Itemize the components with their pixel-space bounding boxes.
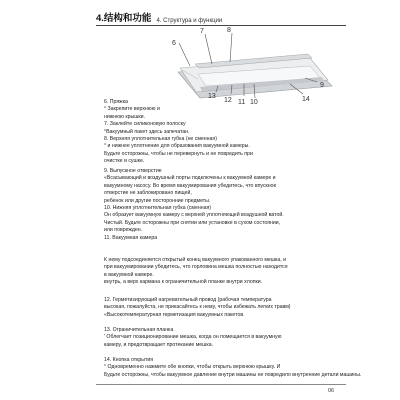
callout-11: 11 (238, 99, 246, 106)
text-line: «Высокотемпературная герметизация вакуумных пакетов. (104, 311, 245, 318)
text-line: при вакуумировании убедитесь, что горловина мешка полностью находится (104, 264, 288, 271)
callout-7: 7 (200, 28, 204, 35)
section-12 (104, 297, 291, 319)
text-line: 9. Выпускное отверстие (104, 168, 162, 174)
page-number: 06 (328, 388, 335, 394)
section-9-11 (104, 168, 284, 242)
text-line: 6. Пряжка (104, 99, 128, 105)
text-line: «Всасывающий и воздушный порты подключены к вакуумной камере и (104, 175, 276, 182)
callout-12: 12 (224, 97, 232, 104)
header-title: 4.结构和功能 (96, 13, 152, 24)
text-line: внутрь, а верх кармана к ограничительной планке внутри хлопки. (104, 279, 263, 286)
text-line: ° Одновременно нажмите обе кнопки, чтобы открыть верхнюю крышку. И (104, 364, 281, 371)
text-line: 7. Заклейте силиконовую полоску (104, 121, 186, 128)
text-line: Чистый. Будьте осторожны при снятии или установке в сухом состоянии, (104, 219, 281, 226)
vacuum-sealer-illustration (178, 54, 332, 98)
text-line: 11. Вакуумная камера (104, 234, 158, 241)
text-line: отверстие не заблокировано пищей, (104, 190, 192, 197)
text-line: ' Облегчает позиционирование мешка, когда он помещается в вакуумную (104, 334, 282, 341)
text-line: Будьте осторожны, чтобы не перевернуть и не повредить при (104, 150, 253, 157)
text-line: вакуумному насосу. Во время вакуумирования убедитесь, что впускное (104, 182, 277, 189)
text-line: 10. Нижняя уплотнительная губка (сменная) (104, 204, 211, 211)
text-line: °Вакуумный пакет здесь запечатан. (104, 128, 190, 135)
section-13 (104, 327, 282, 349)
text-line: в вакуумной камере. (104, 271, 154, 278)
text-line: камеру, и предотвращает протекание мешка. (104, 341, 214, 348)
text-line: Будьте осторожны, чтобы вакуумное давление внутри машины не повредило внутренние детали машины. (104, 371, 362, 378)
text-line: 14. Кнопка открытия (104, 357, 154, 363)
text-line: К нему подсоединяется открытый конец вакуумного упакованного мешка, и (104, 257, 287, 263)
footer-divider (96, 384, 346, 385)
section-6-8 (104, 99, 253, 166)
callout-13: 13 (208, 93, 216, 100)
callout-9: 9 (320, 82, 324, 89)
callout-10: 10 (250, 99, 258, 106)
callout-6: 6 (172, 40, 176, 47)
text-line: ребенок или другие посторонние предметы. (104, 197, 211, 204)
text-line: Он образует вакуумную камеру с верхней уплотняющей воздушной ватой. (104, 212, 284, 219)
device-diagram (160, 24, 345, 109)
text-line: очистке и сушке. (104, 158, 145, 165)
text-line: 12. Герметизирующий нагревательный провод (рабочая температура (104, 297, 272, 303)
text-line: высокая, пожалуйста, не прикасайтесь к нему, чтобы избежать легких травм) (104, 304, 291, 311)
text-line: нижнюю крышки. (104, 113, 145, 120)
text-line: 13. Ограничительная планка (104, 327, 174, 333)
section-11-detail (104, 257, 288, 287)
text-line: ° Закрепите верхнюю и (104, 106, 160, 113)
text-line: ° и нижнее уплотнение для образования вакуумной камеры. (104, 143, 250, 150)
section-14 (104, 357, 361, 379)
page-header (96, 8, 346, 24)
text-line: или поврежден. (104, 227, 143, 234)
callout-14: 14 (302, 96, 310, 103)
header-subtitle: 4. Структура и функции (156, 18, 223, 24)
text-line: 8. Верхняя уплотнительная губка (не сменная) (104, 135, 217, 142)
callout-8: 8 (227, 27, 231, 34)
